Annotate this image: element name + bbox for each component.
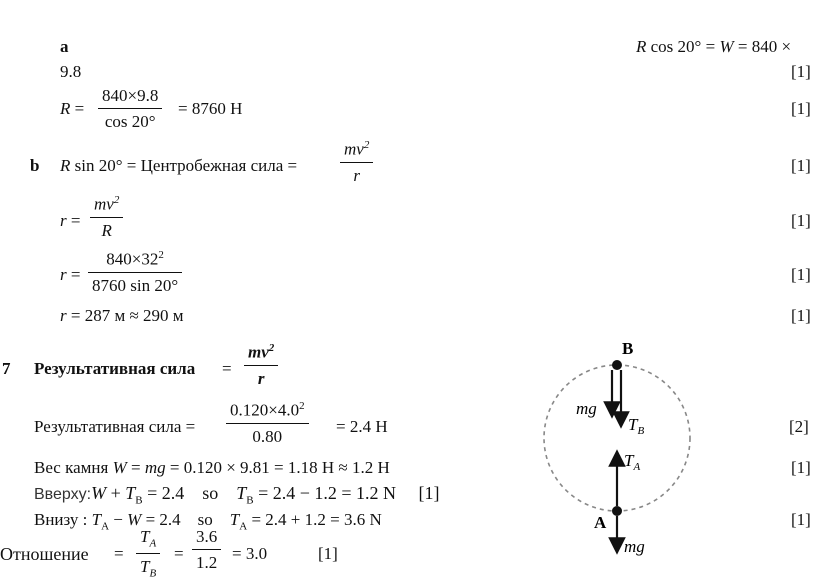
q7-line6-rhs: = 3.0 [232, 544, 268, 563]
question-number: 7 [2, 359, 11, 378]
mark: [1] [791, 156, 811, 175]
fraction: $\frac{3.6}{1.2}$ [192, 528, 221, 571]
part-a-line2-lhs: R = [60, 99, 85, 118]
q7-line2-text: Результативная сила = [34, 417, 196, 436]
point-a [612, 506, 622, 516]
mark: [1] [791, 306, 811, 325]
part-b-line1: R sin 20° = Центробежная сила = [60, 156, 298, 175]
label-b: B [622, 340, 634, 358]
q7-line3: Вес камня W = mg = 0.120 × 9.81 = 1.18 Н ≈ 1.2 Н [34, 458, 390, 477]
label-mg-top: mg [576, 399, 597, 418]
mark: [1] [791, 99, 811, 118]
part-a-label: a [60, 37, 69, 56]
part-b-line3-lhs: r = [60, 265, 81, 284]
fraction: $\frac{mv^2}{r}$ [340, 140, 373, 184]
part-b-line4: r = 287 м ≈ 290 м [60, 306, 184, 325]
label-mg-bottom: mg [624, 537, 645, 556]
fraction: $\frac{mv^2}{R}$ [90, 195, 123, 239]
fraction: $\frac{840\times 32^2}{8760 \sin 20^\circ}$ [88, 250, 182, 294]
mark: [1] [318, 544, 338, 563]
q7-line6-eq: = [114, 544, 124, 563]
mark: [1] [791, 265, 811, 284]
fraction: $\frac{840\times 9.8}{\cos 20^\circ}$ [98, 87, 162, 130]
label-a: A [594, 513, 607, 532]
q7-line1-eq: = [222, 359, 232, 378]
label-tb: $T_B$ [628, 415, 645, 437]
q7-line4: Вверху:W + $T_B = 2.4$ so $T_B = 2.4 - 1.2 = 1.2$ N [1] [34, 483, 440, 507]
part-b-line2-lhs: r = [60, 211, 81, 230]
fraction: $\frac{T_A}{T_B}$ [136, 528, 160, 580]
q7-line2-rhs: = 2.4 Н [336, 417, 388, 436]
fraction: $\frac{mv^2}{r}$ [244, 343, 278, 387]
q7-line5: Внизу : $T_A - W = 2.4$ so $T_A = 2.4 + 1.2 = 3.6$ N [34, 510, 382, 533]
part-a-line1b: 9.8 [60, 62, 82, 81]
point-b [612, 360, 622, 370]
mark: [1] [791, 62, 811, 81]
part-a-line1: R cos 20° = W = 840 × [636, 37, 792, 56]
mark: [1] [791, 211, 811, 230]
mark: [2] [789, 417, 809, 436]
q7-line6-eq2: = [174, 544, 184, 563]
q7-line6-text: Отношение [0, 544, 89, 564]
q7-line1-text: Результативная сила [34, 359, 196, 378]
mark: [1] [791, 458, 811, 477]
circular-motion-diagram [532, 340, 712, 570]
part-b-label: b [30, 156, 40, 175]
label-ta: $T_A$ [624, 451, 641, 473]
part-a-line2-rhs: = 8760 Н [178, 99, 243, 118]
mark: [1] [791, 510, 811, 529]
fraction: $\frac{0.120\times 4.0^2}{0.80}$ [226, 401, 309, 445]
